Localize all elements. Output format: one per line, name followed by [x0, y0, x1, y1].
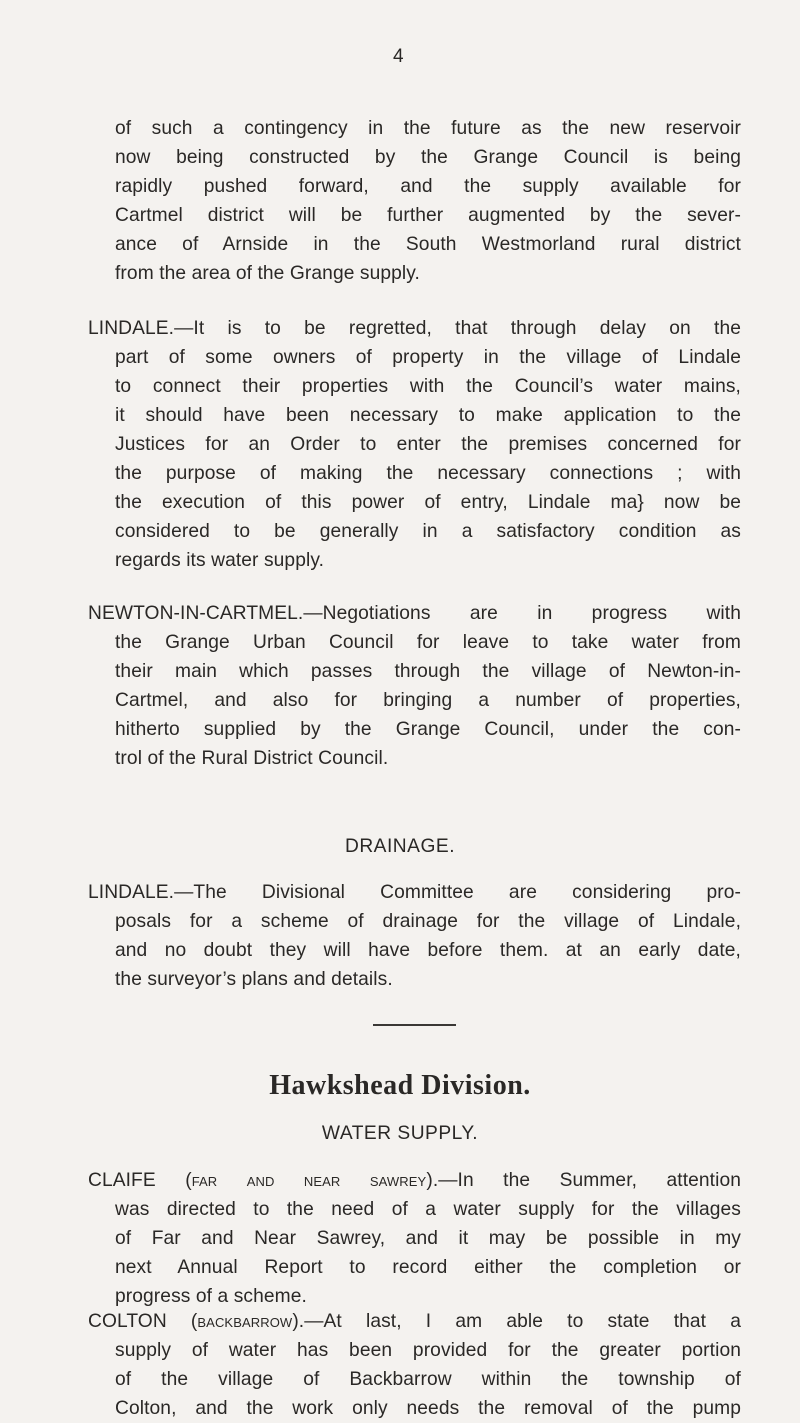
- colton-after: ).—At last, I am able to state that a: [292, 1311, 741, 1332]
- claife-lead: CLAIFE (: [88, 1170, 192, 1191]
- text-line: Justices for an Order to enter the premises concerned for: [115, 434, 741, 455]
- text-line: ance of Arnside in the South Westmorland rural district: [115, 234, 741, 255]
- text-line: it should have been necessary to make application to the: [115, 405, 741, 426]
- colton-place: backbarrow: [197, 1311, 293, 1332]
- text-line: LINDALE.—It is to be regretted, that through delay on the: [88, 318, 741, 339]
- text-line: trol of the Rural District Council.: [115, 748, 389, 769]
- division-title: Hawkshead Division.: [269, 1070, 531, 1101]
- text-line: supply of water has been provided for the greater portion: [115, 1340, 741, 1361]
- text-line: to connect their properties with the Council’s water mains,: [115, 376, 741, 397]
- colton-lead: COLTON (: [88, 1311, 198, 1332]
- text-line: rapidly pushed forward, and the supply available for: [115, 176, 741, 197]
- paragraph-colton: [88, 1307, 741, 1423]
- claife-after: ).—In the Summer, attention: [426, 1170, 741, 1191]
- text-line: of such a contingency in the future as the new reservoir: [115, 118, 741, 139]
- text-line: was directed to the need of a water supply for the villages: [115, 1199, 741, 1220]
- text-line: regards its water supply.: [115, 550, 325, 571]
- section-divider: [373, 1024, 456, 1026]
- text-line: and no doubt they will have before them. at an early date,: [115, 940, 741, 961]
- text-line: LINDALE.—The Divisional Committee are considering pro-: [88, 882, 741, 903]
- paragraph-lindale-drainage: [88, 878, 741, 994]
- text-line: [88, 1166, 741, 1195]
- text-line: the execution of this power of entry, Lindale ma} now be: [115, 492, 741, 513]
- paragraph-claife: [88, 1166, 741, 1311]
- text-line: from the area of the Grange supply.: [115, 263, 420, 284]
- section-heading-drainage: DRAINAGE.: [344, 836, 456, 857]
- paragraph-lindale: [88, 314, 741, 575]
- text-line: part of some owners of property in the village of Lindale: [115, 347, 741, 368]
- claife-place: far and near sawrey: [191, 1170, 427, 1191]
- text-line: now being constructed by the Grange Council is being: [115, 147, 741, 168]
- text-line: the Grange Urban Council for leave to take water from: [115, 632, 741, 653]
- text-line: the purpose of making the necessary connections ; with: [115, 463, 741, 484]
- text-line: of Far and Near Sawrey, and it may be possible in my: [115, 1228, 741, 1249]
- text-line: Cartmel district will be further augmented by the sever-: [115, 205, 741, 226]
- paragraph-newton-in-cartmel: [88, 599, 741, 773]
- text-line: NEWTON-IN-CARTMEL.—Negotiations are in progress with: [88, 603, 741, 624]
- paragraph-intro: [115, 114, 741, 288]
- section-heading-water-supply: WATER SUPPLY.: [321, 1123, 479, 1144]
- text-line: progress of a scheme.: [115, 1286, 307, 1307]
- text-line: the surveyor’s plans and details.: [115, 969, 393, 990]
- text-line: posals for a scheme of drainage for the village of Lindale,: [115, 911, 741, 932]
- text-line: Cartmel, and also for bringing a number of properties,: [115, 690, 741, 711]
- text-line: considered to be generally in a satisfactory condition as: [115, 521, 741, 542]
- text-line: hitherto supplied by the Grange Council, under the con-: [115, 719, 741, 740]
- text-line: next Annual Report to record either the completion or: [115, 1257, 741, 1278]
- text-line: their main which passes through the village of Newton-in-: [115, 661, 741, 682]
- text-line: Colton, and the work only needs the removal of the pump: [115, 1398, 741, 1419]
- text-line: of the village of Backbarrow within the township of: [115, 1369, 741, 1390]
- page-number: 4: [393, 46, 404, 67]
- text-line: [88, 1307, 741, 1336]
